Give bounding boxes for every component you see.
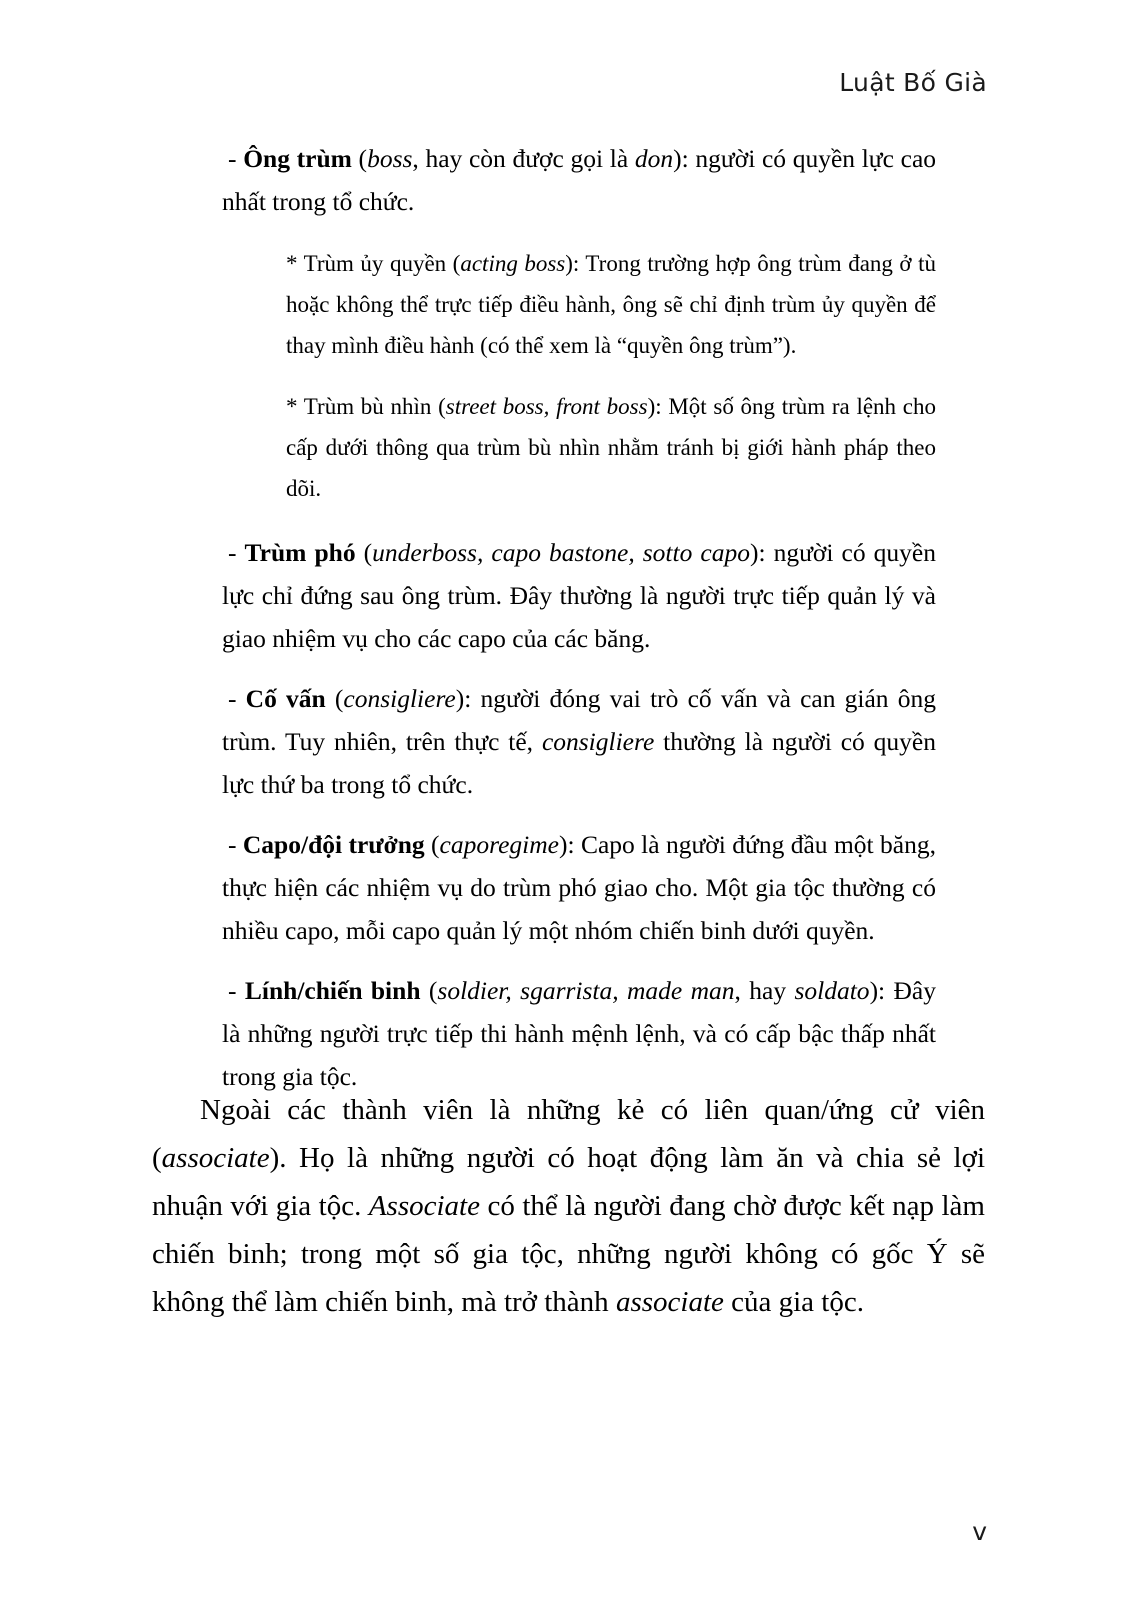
glossary-term-co-van: [222, 677, 936, 806]
foreign-term: soldier, sgarrista, made man: [437, 976, 735, 1005]
sub-term-label: Trùm ủy quyền: [303, 251, 447, 276]
foreign-term-associate-capitalized: Associate: [368, 1190, 480, 1222]
foreign-term-secondary: don: [634, 144, 674, 173]
glossary-term-ong-trum: [222, 137, 936, 223]
paren-open: (: [351, 144, 368, 173]
paren-open: (: [325, 684, 344, 713]
foreign-term-associate-final: associate: [615, 1286, 724, 1318]
term-mid-text: , hay: [734, 976, 795, 1005]
term-label: Ông trùm: [243, 144, 352, 173]
glossary-term-capo: [222, 823, 936, 952]
term-description: ): Đây là những người trực tiếp thi hành mệnh lệnh, và có cấp bậc thấp nhất trong gia tộc.: [222, 976, 936, 1091]
bullet-asterisk: *: [286, 251, 304, 276]
paren-open: (: [424, 830, 440, 859]
foreign-term-secondary: consigliere: [541, 727, 655, 756]
term-label: Capo/đội trưởng: [242, 830, 425, 859]
paragraph-text-b: ). Họ là những người có hoạt động làm ăn và chia sẻ lợi nhuận với gia tộc.: [152, 1142, 985, 1222]
bullet-dash: -: [228, 976, 245, 1005]
bullet-asterisk: *: [286, 394, 304, 419]
foreign-term: caporegime: [439, 830, 559, 859]
sub-term-description: ): Một số ông trùm ra lệnh cho cấp dưới thông qua trùm bù nhìn nhằm tránh bị giới hành pháp theo dõi.: [286, 394, 936, 501]
term-label: Cố vấn: [245, 684, 326, 713]
bullet-dash: -: [228, 684, 246, 713]
term-description: ): người có quyền lực cao nhất trong tổ chức.: [222, 144, 937, 216]
paragraph-text-c: có thể là người đang chờ được kết nạp làm chiến binh; trong một số gia tộc, những người không có gốc Ý sẽ không thể làm chiến binh, mà trở thành: [152, 1190, 985, 1318]
sub-term-description: ): Trong trường hợp ông trùm đang ở tù hoặc không thể trực tiếp điều hành, ông sẽ chỉ định trùm ủy quyền để thay mình điều hành (có thể xem là “quyền ông trùm”).: [286, 251, 937, 358]
page-number: v: [972, 1517, 987, 1546]
foreign-term-associate: associate: [161, 1142, 270, 1174]
paren-open: (: [431, 394, 446, 419]
bullet-dash: -: [228, 144, 244, 173]
foreign-term: underboss, capo bastone, sotto capo: [372, 538, 750, 567]
term-description: ): người đóng vai trò cố vấn và can gián ông trùm. Tuy nhiên, trên thực tế,: [222, 684, 936, 756]
paragraph-text-d: của gia tộc.: [723, 1286, 864, 1318]
paren-open: (: [355, 538, 373, 567]
foreign-term: boss: [367, 144, 413, 173]
foreign-term: acting boss: [460, 251, 566, 276]
bullet-dash: -: [228, 830, 243, 859]
term-description-continued: thường là người có quyền lực thứ ba trong tổ chức.: [222, 727, 936, 799]
glossary-term-trum-pho: [222, 531, 936, 660]
body-text-block: [152, 1086, 985, 1326]
glossary-term-linh-chien-binh: [222, 969, 936, 1098]
paren-open: (: [446, 251, 461, 276]
term-label: Trùm phó: [244, 538, 356, 567]
foreign-term-secondary: soldato: [794, 976, 870, 1005]
bullet-dash: -: [228, 538, 245, 567]
sub-term-list: [286, 243, 936, 509]
paren-open: (: [420, 976, 438, 1005]
sub-term-trum-uy-quyen: [286, 243, 936, 366]
term-description: ): Capo là người đứng đầu một băng, thực hiện các nhiệm vụ do trùm phó giao cho. Một gia tộc thường có nhiều capo, mỗi capo quản lý một nhóm chiến binh dưới quyền.: [222, 830, 936, 945]
paragraph-associate: [152, 1086, 985, 1326]
paragraph-text-a: Ngoài các thành viên là những kẻ có liên quan/ứng cử viên (: [152, 1094, 985, 1174]
term-label: Lính/chiến binh: [244, 976, 421, 1005]
sub-term-trum-bu-nhin: [286, 386, 936, 509]
foreign-term: consigliere: [343, 684, 456, 713]
glossary-term-list: [222, 137, 936, 1098]
foreign-term: street boss, front boss: [445, 394, 648, 419]
sub-term-label: Trùm bù nhìn: [303, 394, 432, 419]
running-head: Luật Bố Già: [839, 68, 987, 97]
term-description: ): người có quyền lực chỉ đứng sau ông trùm. Đây thường là người trực tiếp quản lý và giao nhiệm vụ cho các capo của các băng.: [222, 538, 936, 653]
term-mid-text: , hay còn được gọi là: [412, 144, 635, 173]
